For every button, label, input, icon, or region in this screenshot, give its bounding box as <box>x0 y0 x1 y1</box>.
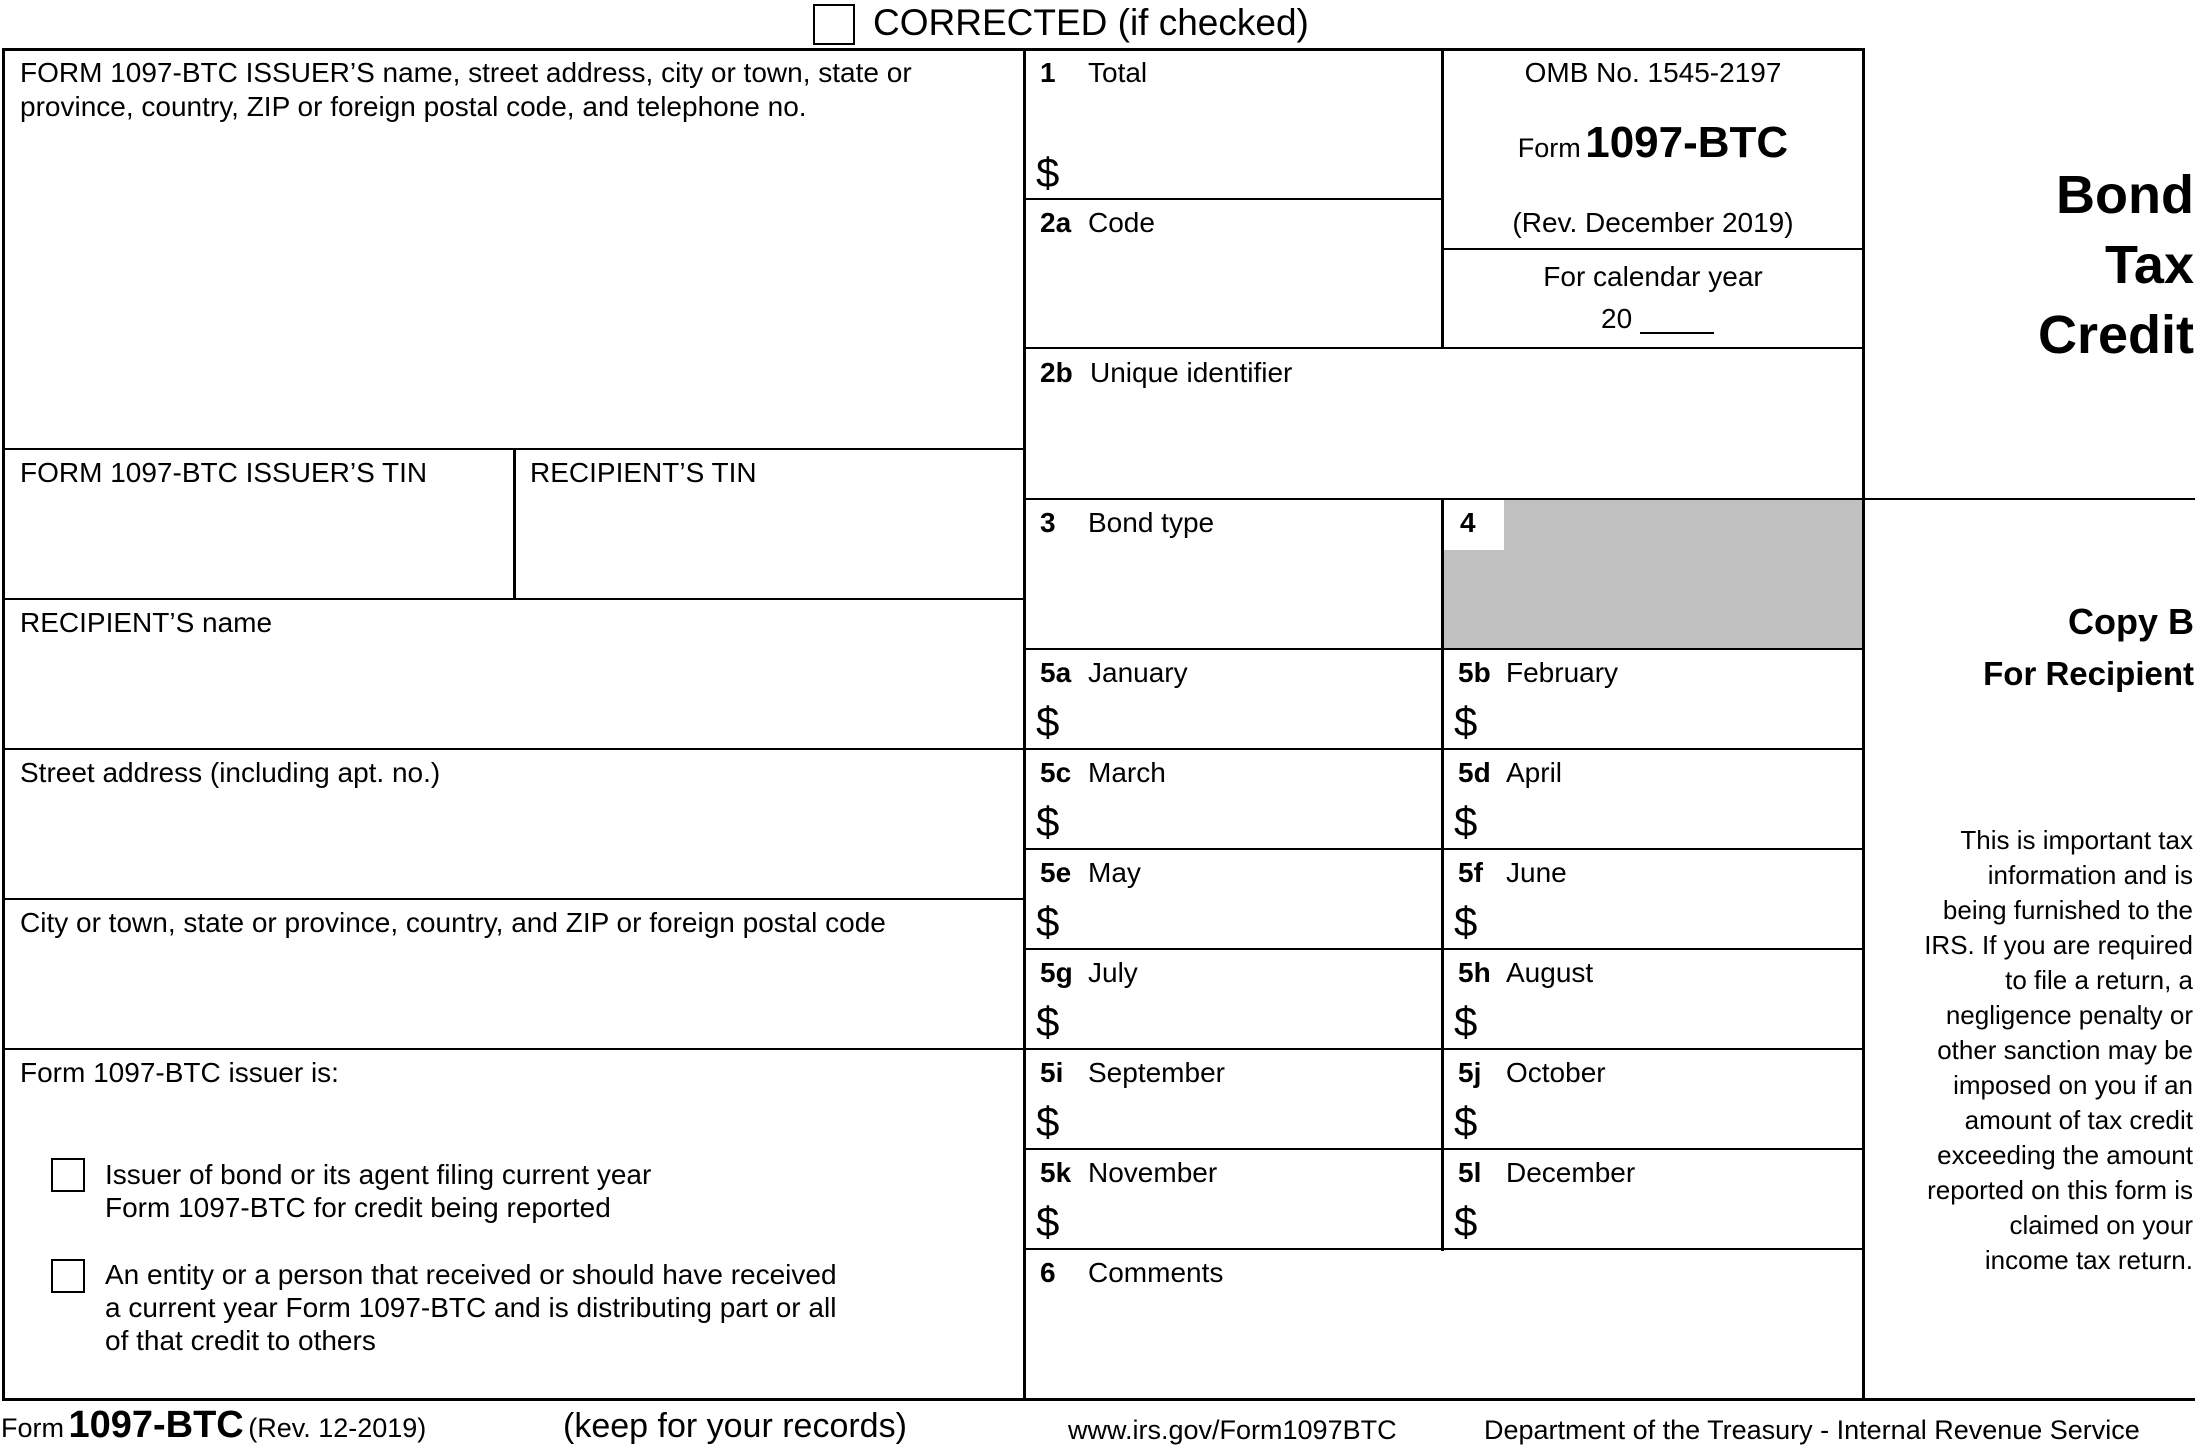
notice-line: IRS. If you are required <box>1924 930 2193 960</box>
box5l-dollar: $ <box>1454 1198 1478 1245</box>
notice-line: information and is <box>1987 860 2193 890</box>
box5g-number: 5g <box>1040 957 1073 988</box>
box5f-number: 5f <box>1458 857 1483 888</box>
box5b-number: 5b <box>1458 657 1491 688</box>
box2a-title: Code <box>1088 207 1155 238</box>
footer-keep-records: (keep for your records) <box>563 1407 907 1445</box>
footer-url[interactable]: www.irs.gov/Form1097BTC <box>1068 1415 1397 1445</box>
box5i-number: 5i <box>1040 1057 1064 1088</box>
issuer-tin-field[interactable] <box>8 494 508 594</box>
footer-department: Department of the Treasury - Internal Revenue Service <box>1484 1415 2140 1445</box>
form-title-number: 1097-BTC <box>1585 118 1789 167</box>
issuer-agent-option-label-cont: Form 1097-BTC for credit being reported <box>105 1192 611 1223</box>
box3-number: 3 <box>1040 507 1056 538</box>
box5e-dollar: $ <box>1036 898 1060 945</box>
city-field[interactable] <box>8 944 1018 1044</box>
box5d-number: 5d <box>1458 757 1491 788</box>
form-name-line2: Tax <box>2104 235 2194 295</box>
box5i-dollar: $ <box>1036 1098 1060 1145</box>
distributing-entity-checkbox[interactable] <box>51 1259 85 1293</box>
box2b-number: 2b <box>1040 357 1073 388</box>
box2b-unique-id-field[interactable] <box>1030 394 1856 494</box>
notice-line: amount of tax credit <box>1964 1105 2193 1135</box>
box5l-amount-field[interactable] <box>1489 1194 1855 1244</box>
footer-form-rev: (Rev. 12-2019) <box>248 1413 427 1443</box>
box5k-number: 5k <box>1040 1157 1072 1188</box>
box5c-label <box>1040 756 1166 790</box>
notice-line: being furnished to the <box>1942 895 2193 925</box>
form-title <box>1444 118 1862 168</box>
box5h-label <box>1458 956 1593 990</box>
form-revision: (Rev. December 2019) <box>1512 207 1794 238</box>
box5e-month: May <box>1088 857 1141 888</box>
box5h-month: August <box>1506 957 1594 988</box>
box5j-amount-field[interactable] <box>1489 1094 1855 1144</box>
street-address-label: Street address (including apt. no.) <box>20 757 441 788</box>
form-name-line1: Bond <box>2056 165 2194 225</box>
recipient-tin-field[interactable] <box>520 494 1018 594</box>
box6-comments-field[interactable] <box>1030 1294 1856 1394</box>
box3-title: Bond type <box>1088 507 1215 538</box>
box5k-label <box>1040 1156 1217 1190</box>
box2a-number: 2a <box>1040 207 1072 238</box>
box5k-month: November <box>1088 1157 1218 1188</box>
box6-number: 6 <box>1040 1257 1056 1288</box>
notice-line: to file a return, a <box>2005 965 2193 995</box>
box5c-month: March <box>1088 757 1166 788</box>
box3-label <box>1040 506 1214 540</box>
box4-number: 4 <box>1460 507 1476 538</box>
box5g-dollar: $ <box>1036 998 1060 1045</box>
issuer-is-label: Form 1097-BTC issuer is: <box>20 1057 339 1088</box>
box5a-dollar: $ <box>1036 698 1060 745</box>
box5d-month: April <box>1506 757 1563 788</box>
city-label: City or town, state or province, country, and ZIP or foreign postal code <box>20 907 886 938</box>
box5e-amount-field[interactable] <box>1071 894 1437 944</box>
footer-form-prefix: Form <box>1 1413 64 1443</box>
box5l-number: 5l <box>1458 1157 1482 1188</box>
box5j-number: 5j <box>1458 1057 1482 1088</box>
box5l-label <box>1458 1156 1635 1190</box>
issuer-name-label: FORM 1097-BTC ISSUER’S name, street address, city or town, state or <box>20 57 912 88</box>
box1-total-field[interactable] <box>1070 100 1436 194</box>
box6-title: Comments <box>1088 1257 1224 1288</box>
box5d-label <box>1458 756 1562 790</box>
box6-label <box>1040 1256 1223 1290</box>
distributing-entity-option-label-cont2: of that credit to others <box>105 1325 376 1356</box>
issuer-tin-label: FORM 1097-BTC ISSUER’S TIN <box>20 457 428 488</box>
street-address-field[interactable] <box>8 794 1018 894</box>
box5i-month: September <box>1088 1057 1225 1088</box>
notice-line: reported on this form is <box>1927 1175 2193 1205</box>
notice-line: income tax return. <box>1984 1245 2193 1275</box>
box5f-label <box>1458 856 1567 890</box>
box5h-amount-field[interactable] <box>1489 994 1855 1044</box>
box5h-number: 5h <box>1458 957 1491 988</box>
box1-number: 1 <box>1040 57 1056 88</box>
notice-line: other sanction may be <box>1937 1035 2193 1065</box>
box5g-label <box>1040 956 1138 990</box>
box5a-number: 5a <box>1040 657 1072 688</box>
calendar-year-label: For calendar year <box>1543 261 1763 292</box>
issuer-agent-checkbox[interactable] <box>51 1158 85 1192</box>
corrected-label: CORRECTED (if checked) <box>873 2 1309 43</box>
footer-form-id <box>1 1404 426 1447</box>
box5b-label <box>1458 656 1618 690</box>
notice-line: claimed on your <box>2009 1210 2193 1240</box>
box5j-label <box>1458 1056 1606 1090</box>
box5j-dollar: $ <box>1454 1098 1478 1145</box>
issuer-name-label-cont: province, country, ZIP or foreign postal code, and telephone no. <box>20 91 807 122</box>
box5f-month: June <box>1506 857 1567 888</box>
box5b-amount-field[interactable] <box>1489 694 1855 744</box>
box5d-dollar: $ <box>1454 798 1478 845</box>
box5k-amount-field[interactable] <box>1071 1194 1437 1244</box>
for-recipient-label: For Recipient <box>1983 655 2194 692</box>
calendar-year-field[interactable] <box>1640 332 1714 334</box>
notice-line: negligence penalty or <box>1945 1000 2193 1030</box>
box2b-title: Unique identifier <box>1090 357 1293 388</box>
corrected-checkbox[interactable] <box>813 4 855 45</box>
box5c-amount-field[interactable] <box>1071 794 1437 844</box>
box5f-dollar: $ <box>1454 898 1478 945</box>
box2a-label <box>1040 206 1155 240</box>
box5g-amount-field[interactable] <box>1071 994 1437 1044</box>
box5i-label <box>1040 1056 1225 1090</box>
box5f-amount-field[interactable] <box>1489 894 1855 944</box>
box5b-month: February <box>1506 657 1619 688</box>
notice-line: exceeding the amount <box>1937 1140 2193 1170</box>
notice-line: imposed on you if an <box>1953 1070 2193 1100</box>
form-title-prefix: Form <box>1517 133 1581 163</box>
box1-title: Total <box>1088 57 1148 88</box>
box4-shaded <box>1444 500 1862 648</box>
box5e-number: 5e <box>1040 857 1072 888</box>
recipient-name-label: RECIPIENT’S name <box>20 607 273 638</box>
box2a-code-field[interactable] <box>1030 244 1436 342</box>
box1-label <box>1040 56 1147 90</box>
footer-form-number: 1097-BTC <box>68 1404 244 1446</box>
box5c-dollar: $ <box>1036 798 1060 845</box>
distributing-entity-option-label-cont: a current year Form 1097-BTC and is distributing part or all <box>105 1292 837 1323</box>
box5a-month: January <box>1088 657 1188 688</box>
box5h-dollar: $ <box>1454 998 1478 1045</box>
recipient-tin-label: RECIPIENT’S TIN <box>530 457 757 488</box>
box2b-label <box>1040 356 1292 390</box>
box5k-dollar: $ <box>1036 1198 1060 1245</box>
box1-dollar: $ <box>1036 149 1060 196</box>
box5b-dollar: $ <box>1454 698 1478 745</box>
box5a-amount-field[interactable] <box>1071 694 1437 744</box>
box5g-month: July <box>1088 957 1138 988</box>
form-name-line3: Credit <box>2037 305 2194 365</box>
box5a-label <box>1040 656 1188 690</box>
box3-bond-type-field[interactable] <box>1030 544 1436 644</box>
omb-number: OMB No. 1545-2197 <box>1524 57 1782 88</box>
box5i-amount-field[interactable] <box>1071 1094 1437 1144</box>
box5e-label <box>1040 856 1141 890</box>
recipient-name-field[interactable] <box>8 644 1018 744</box>
box5j-month: October <box>1506 1057 1606 1088</box>
calendar-year-prefix: 20 <box>1601 303 1633 334</box>
copy-label: Copy B <box>2068 601 2194 642</box>
box5c-number: 5c <box>1040 757 1072 788</box>
issuer-agent-option-label: Issuer of bond or its agent filing current year <box>105 1159 652 1190</box>
box5l-month: December <box>1506 1157 1636 1188</box>
distributing-entity-option-label: An entity or a person that received or should have received <box>105 1259 837 1290</box>
issuer-name-field[interactable] <box>8 130 1018 442</box>
notice-line: This is important tax <box>1960 825 2193 855</box>
box5d-amount-field[interactable] <box>1489 794 1855 844</box>
